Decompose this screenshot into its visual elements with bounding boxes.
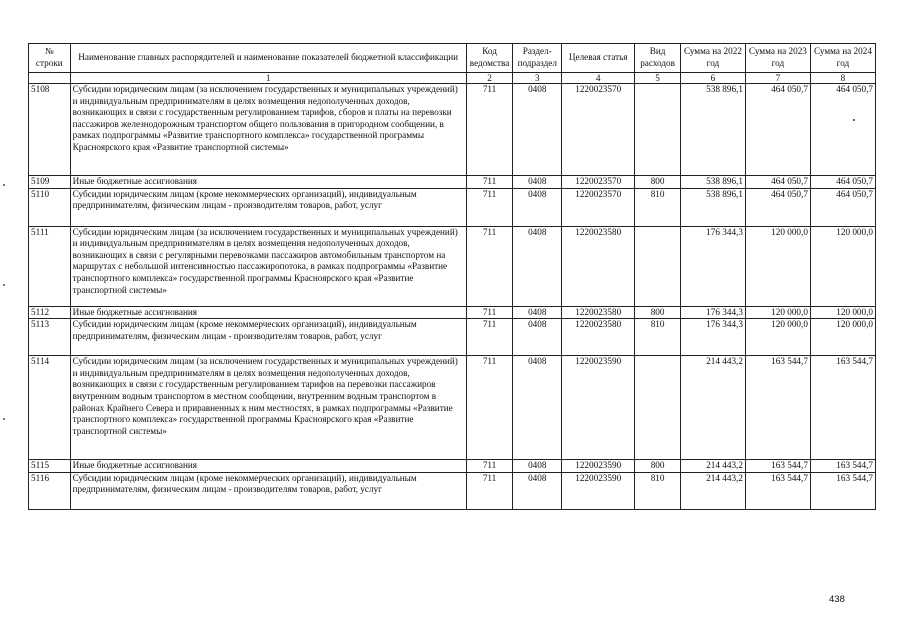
- header-sum-2022: Сумма на 2022 год: [680, 44, 745, 73]
- row-name: Иные бюджетные ассигнования: [70, 176, 466, 189]
- row-target-item: 1220023590: [562, 356, 635, 460]
- row-section: 0408: [513, 84, 562, 176]
- row-sum-2023: 464 050,7: [745, 188, 810, 226]
- row-section: 0408: [513, 460, 562, 473]
- table-row: [29, 306, 876, 319]
- row-number: 5111: [29, 226, 71, 306]
- row-name: Иные бюджетные ассигнования: [70, 460, 466, 473]
- row-department-code: 711: [466, 472, 513, 509]
- row-name: Субсидии юридическим лицам (кроме некоммерческих организаций), индивидуальным предпринимателям, физическим лицам - производителям товаров, работ, услуг: [70, 188, 466, 226]
- row-department-code: 711: [466, 84, 513, 176]
- header-department-code: Код ведомства: [466, 44, 513, 73]
- row-sum-2022: 176 344,3: [680, 319, 745, 356]
- row-sum-2022: 214 443,2: [680, 356, 745, 460]
- row-sum-2023: 120 000,0: [745, 226, 810, 306]
- row-sum-2024: 163 544,7: [810, 472, 875, 509]
- scan-speck: [853, 119, 855, 121]
- row-department-code: 711: [466, 460, 513, 473]
- row-target-item: 1220023580: [562, 319, 635, 356]
- row-department-code: 711: [466, 176, 513, 189]
- column-number-cell: 7: [745, 73, 810, 84]
- row-sum-2022: 538 896,1: [680, 176, 745, 189]
- column-number-cell: 1: [70, 73, 466, 84]
- table-header: [29, 44, 876, 84]
- header-expense-type: Вид расходов: [635, 44, 681, 73]
- row-section: 0408: [513, 319, 562, 356]
- scan-speck: [3, 418, 5, 420]
- column-number-cell: 4: [562, 73, 635, 84]
- row-target-item: 1220023580: [562, 226, 635, 306]
- row-target-item: 1220023590: [562, 460, 635, 473]
- row-name: Иные бюджетные ассигнования: [70, 306, 466, 319]
- row-section: 0408: [513, 188, 562, 226]
- scan-speck: [3, 284, 5, 286]
- column-number-cell: 5: [635, 73, 681, 84]
- row-sum-2023: 163 544,7: [745, 472, 810, 509]
- row-number: 5109: [29, 176, 71, 189]
- row-target-item: 1220023590: [562, 472, 635, 509]
- row-name: Субсидии юридическим лицам (за исключением государственных и муниципальных учреждений) и индивидуальным предпринимателям в целях возмещения недополученных доходов, возникающих в связи с регулярными перевозками пассажиров автомобильным транспортом на маршрутах с небольшой интенсивностью пассажиропотока, в рамках подпрограммы «Развитие транспортного комплекса» государственной программы Красноярского края «Развитие транспортной системы»: [70, 226, 466, 306]
- page-number: 438: [829, 594, 845, 605]
- row-department-code: 711: [466, 319, 513, 356]
- row-section: 0408: [513, 356, 562, 460]
- row-sum-2023: 163 544,7: [745, 460, 810, 473]
- row-sum-2022: 214 443,2: [680, 472, 745, 509]
- row-target-item: 1220023570: [562, 188, 635, 226]
- row-number: 5116: [29, 472, 71, 509]
- row-expense-type: 800: [635, 460, 681, 473]
- row-sum-2024: 120 000,0: [810, 319, 875, 356]
- row-department-code: 711: [466, 226, 513, 306]
- row-target-item: 1220023570: [562, 176, 635, 189]
- table-row: [29, 460, 876, 473]
- row-sum-2024: 120 000,0: [810, 226, 875, 306]
- header-sum-2024: Сумма на 2024 год: [810, 44, 875, 73]
- row-sum-2024: 163 544,7: [810, 460, 875, 473]
- row-sum-2024: 464 050,7: [810, 84, 875, 176]
- table-row: [29, 319, 876, 356]
- row-expense-type: 810: [635, 188, 681, 226]
- row-name: Субсидии юридическим лицам (за исключением государственных и муниципальных учреждений) и индивидуальным предпринимателям в целях возмещения недополученных доходов, возникающих в связи с государственным регулированием тарифов, сборов и платы на перевозки пассажиров железнодорожным транспортом общего пользования в пригородном сообщении, в рамках подпрограммы «Развитие транспортного комплекса» государственной программы Красноярского края «Развитие транспортной системы»: [70, 84, 466, 176]
- row-target-item: 1220023580: [562, 306, 635, 319]
- row-expense-type: 810: [635, 319, 681, 356]
- column-number-cell: 2: [466, 73, 513, 84]
- row-number: 5114: [29, 356, 71, 460]
- row-sum-2022: 176 344,3: [680, 306, 745, 319]
- row-sum-2024: 120 000,0: [810, 306, 875, 319]
- header-sum-2023: Сумма на 2023 год: [745, 44, 810, 73]
- row-section: 0408: [513, 176, 562, 189]
- row-sum-2023: 120 000,0: [745, 319, 810, 356]
- row-expense-type: 800: [635, 176, 681, 189]
- row-sum-2024: 163 544,7: [810, 356, 875, 460]
- header-name: Наименование главных распорядителей и наименование показателей бюджетной классификации: [70, 44, 466, 73]
- table-row: [29, 188, 876, 226]
- row-expense-type: [635, 226, 681, 306]
- column-number-cell: 6: [680, 73, 745, 84]
- table-row: [29, 356, 876, 460]
- table-body: [29, 84, 876, 510]
- row-number: 5110: [29, 188, 71, 226]
- row-sum-2023: 163 544,7: [745, 356, 810, 460]
- row-number: 5115: [29, 460, 71, 473]
- row-sum-2022: 538 896,1: [680, 84, 745, 176]
- row-sum-2024: 464 050,7: [810, 188, 875, 226]
- row-expense-type: [635, 356, 681, 460]
- budget-table: [28, 43, 876, 510]
- table-row: [29, 176, 876, 189]
- row-target-item: 1220023570: [562, 84, 635, 176]
- column-number-cell: 8: [810, 73, 875, 84]
- row-sum-2024: 464 050,7: [810, 176, 875, 189]
- row-expense-type: [635, 84, 681, 176]
- row-name: Субсидии юридическим лицам (кроме некоммерческих организаций), индивидуальным предпринимателям, физическим лицам - производителям товаров, работ, услуг: [70, 319, 466, 356]
- row-sum-2022: 176 344,3: [680, 226, 745, 306]
- row-number: 5108: [29, 84, 71, 176]
- row-section: 0408: [513, 226, 562, 306]
- row-sum-2023: 464 050,7: [745, 84, 810, 176]
- row-expense-type: 800: [635, 306, 681, 319]
- row-section: 0408: [513, 472, 562, 509]
- header-section: Раздел-подраздел: [513, 44, 562, 73]
- row-number: 5113: [29, 319, 71, 356]
- row-section: 0408: [513, 306, 562, 319]
- row-sum-2022: 214 443,2: [680, 460, 745, 473]
- row-sum-2023: 464 050,7: [745, 176, 810, 189]
- column-number-cell: [29, 73, 71, 84]
- row-department-code: 711: [466, 356, 513, 460]
- table-row: [29, 84, 876, 176]
- column-number-cell: 3: [513, 73, 562, 84]
- row-sum-2022: 538 896,1: [680, 188, 745, 226]
- header-target-item: Целевая статья: [562, 44, 635, 73]
- table-row: [29, 472, 876, 509]
- table-row: [29, 226, 876, 306]
- row-name: Субсидии юридическим лицам (кроме некоммерческих организаций), индивидуальным предпринимателям, физическим лицам - производителям товаров, работ, услуг: [70, 472, 466, 509]
- row-sum-2023: 120 000,0: [745, 306, 810, 319]
- row-department-code: 711: [466, 188, 513, 226]
- header-row-number: № строки: [29, 44, 71, 73]
- row-name: Субсидии юридическим лицам (за исключением государственных и муниципальных учреждений) и индивидуальным предпринимателям в целях возмещения недополученных доходов, возникающих в связи с государственным регулированием тарифов на перевозки пассажиров внутренним водным транспортом в местном сообщении, внутренним водным транспортом в районах Крайнего Севера и приравненных к ним местностях, в рамках подпрограммы «Развитие транспортного комплекса» государственной программы Красноярского края «Развитие транспортной системы»: [70, 356, 466, 460]
- row-department-code: 711: [466, 306, 513, 319]
- row-number: 5112: [29, 306, 71, 319]
- row-expense-type: 810: [635, 472, 681, 509]
- scan-speck: [3, 184, 5, 186]
